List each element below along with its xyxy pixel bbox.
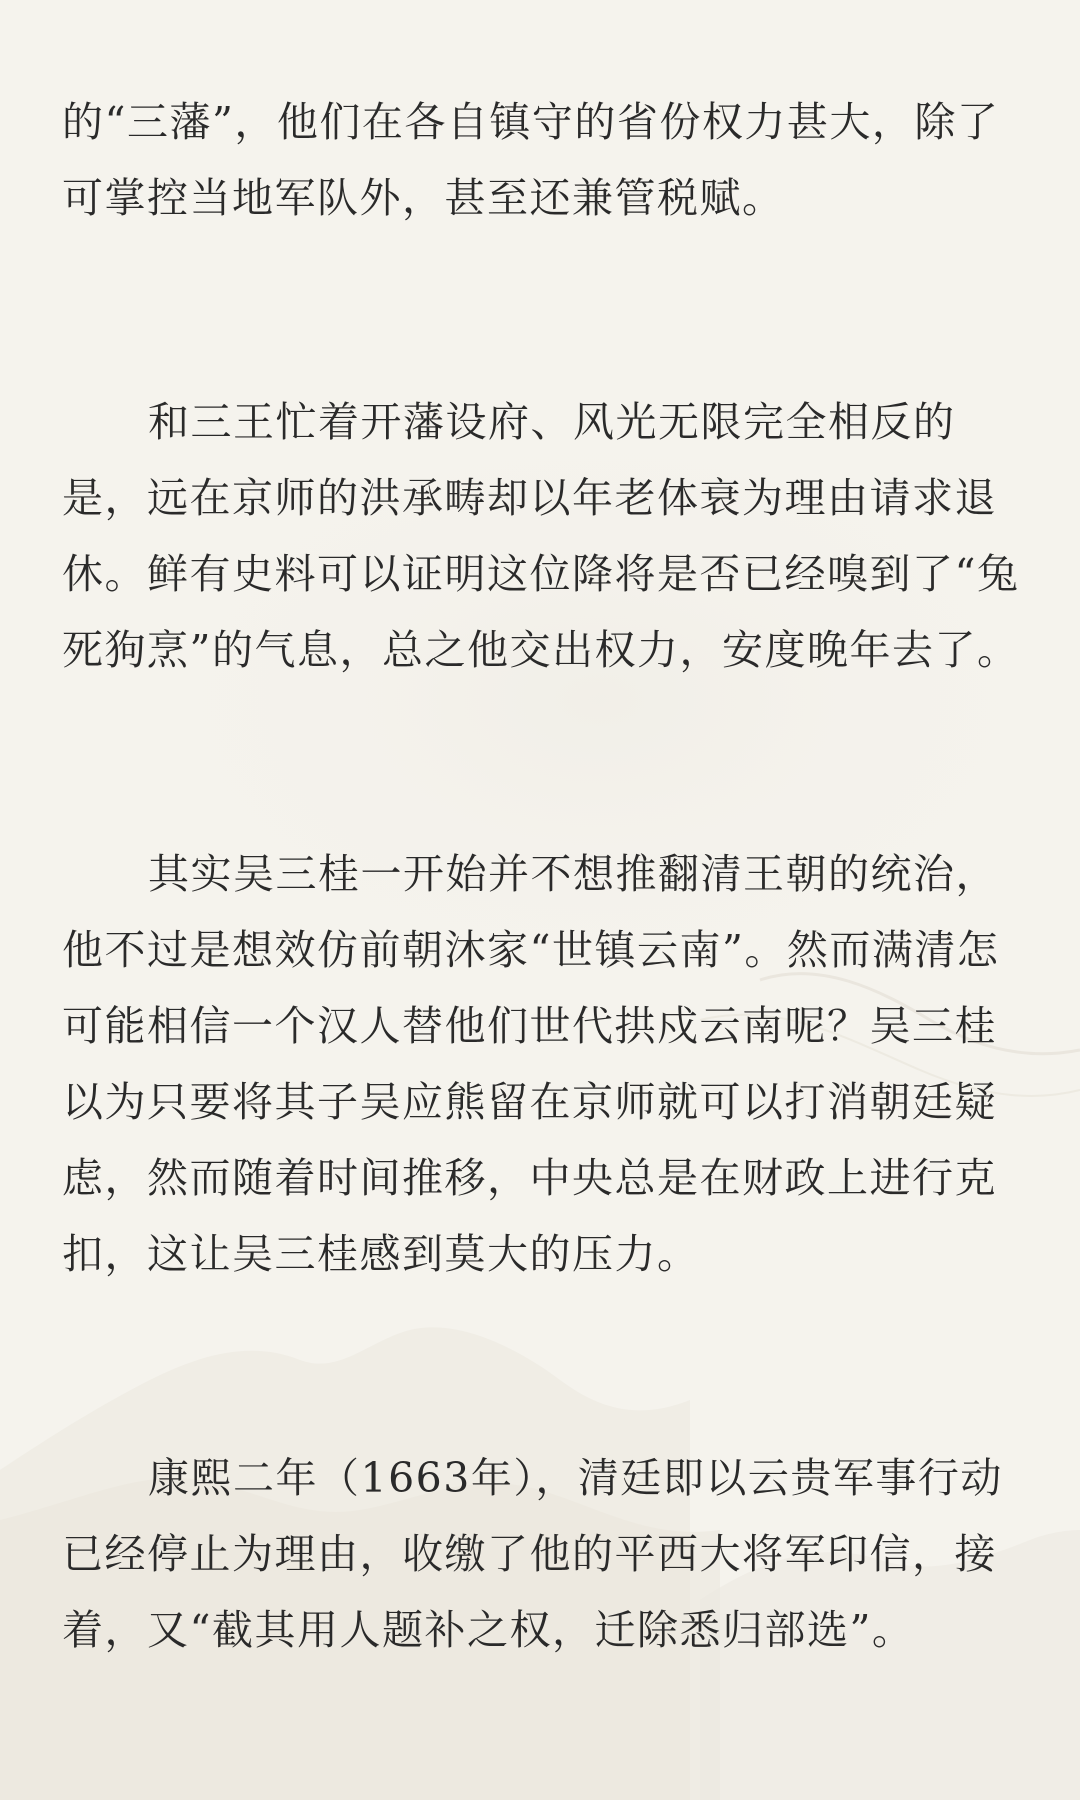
paragraph-wu-sangui-intent: 其实吴三桂一开始并不想推翻清王朝的统治，他不过是想效仿前朝沐家“世镇云南”。然而满清怎可能相信一个汉人替他们世代拱戍云南呢？吴三桂以为只要将其子吴应熊留在京师就可以打消朝廷疑虑，然而随着时间推移，中央总是在财政上进行克扣，这让吴三桂感到莫大的压力。 — [62, 850, 1000, 1278]
paragraph-kangxi-second-year: 康熙二年（1663年），清廷即以云贵军事行动已经停止为理由，收缴了他的平西大将军印信，接着，又“截其用人题补之权，迁除悉归部选”。 — [62, 1454, 1003, 1654]
paragraph-hong-chengchou-retirement: 和三王忙着开藩设府、风光无限完全相反的是，远在京师的洪承畴却以年老体衰为理由请求退休。鲜有史料可以证明这位降将是否已经嗅到了“兔死狗烹”的气息，总之他交出权力，安度晚年去了。 — [62, 398, 1020, 674]
article-body — [62, 84, 1022, 1668]
paragraph-sanfan-power: 的“三藩”，他们在各自镇守的省份权力甚大，除了可掌控当地军队外，甚至还兼管税赋。 — [62, 98, 1000, 222]
